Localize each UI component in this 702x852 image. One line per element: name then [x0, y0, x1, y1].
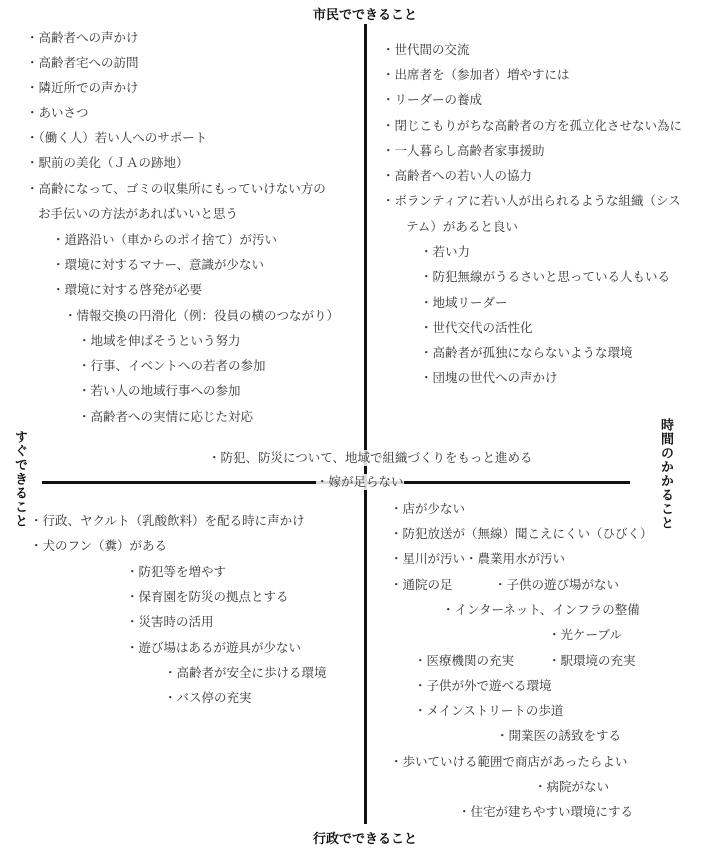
top-left-item: ・環境に対する啓発が必要	[52, 282, 203, 297]
top-right-item: テム）があると良い	[406, 219, 518, 234]
top-right-item: ・一人暮らし高齢者家事援助	[382, 143, 545, 158]
center-note: ・嫁が足らない	[316, 474, 404, 489]
top-right-item: ・リーダーの養成	[382, 92, 483, 107]
top-left-item: ・行事、イベントへの若者の参加	[78, 358, 266, 373]
top-left-item: お手伝いの方法があればいいと思う	[38, 206, 239, 221]
bottom-right-item: ・歩いていける範囲で商店があったらよい	[390, 754, 628, 769]
top-left-item: ・隣近所での声かけ	[26, 80, 139, 95]
top-right-item: ・閉じこもりがちな高齢者の方を孤立化させない為に	[382, 118, 683, 133]
top-right-item: ・防犯無線がうるさいと思っている人もいる	[420, 269, 671, 284]
top-left-item: ・駅前の美化（ＪＡの跡地）	[26, 155, 189, 170]
bottom-right-item: ・防犯放送が（無線）聞こえにくい（ひびく）	[390, 526, 653, 541]
bottom-right-item: ・開業医の誘致をする	[496, 728, 622, 743]
bottom-right-item: ・光ケーブル	[548, 627, 622, 642]
top-right-item: ・高齢者が孤独にならないような環境	[420, 345, 633, 360]
axis-label-left: すぐできること	[12, 430, 27, 528]
top-left-item: ・高齢者への声かけ	[26, 30, 139, 45]
top-left-item: ・道路沿い（車からのポイ捨て）が汚い	[52, 232, 278, 247]
top-right-item: ・団塊の世代への声かけ	[420, 370, 558, 385]
top-left-item: ・高齢になって、ゴミの収集所にもっていけない方の	[26, 181, 326, 196]
top-right-item: ・ボランティアに若い人が出られるような組織（シス	[382, 193, 681, 208]
bottom-right-item: ・インターネット、インフラの整備	[442, 602, 640, 617]
bottom-left-item: ・犬のフン（糞）がある	[30, 538, 168, 553]
bottom-left-item: ・防犯等を増やす	[126, 564, 227, 579]
bottom-right-item: ・医療機関の充実	[414, 653, 515, 668]
top-right-item: ・世代交代の活性化	[420, 320, 533, 335]
top-right-item: ・世代間の交流	[382, 42, 470, 57]
vertical-axis	[364, 24, 367, 824]
top-right-item: ・若い力	[420, 244, 471, 259]
top-right-item: ・出席者を（参加者）増やすには	[382, 67, 570, 82]
top-left-item: ・若い人の地域行事への参加	[78, 383, 241, 398]
axis-label-right: 時間のかかること	[658, 418, 673, 530]
bottom-right-item: ・子供の遊び場がない	[494, 577, 620, 592]
bottom-left-item: ・保育園を防災の拠点とする	[126, 589, 289, 604]
bottom-right-item: ・病院がない	[534, 779, 610, 794]
bottom-left-item: ・行政、ヤクルト（乳酸飲料）を配る時に声かけ	[30, 513, 305, 528]
axis-label-top: 市民でできること	[312, 8, 417, 23]
bottom-left-item: ・災害時の活用	[126, 614, 214, 629]
top-right-item: ・地域リーダー	[420, 295, 508, 310]
top-left-item: ・あいさつ	[26, 105, 89, 120]
bottom-right-item: ・通院の足	[390, 577, 453, 592]
bottom-left-item: ・バス停の充実	[164, 690, 252, 705]
top-left-item: ・地域を伸ばそうという努力	[78, 333, 241, 348]
bottom-right-item: ・メインストリートの歩道	[414, 703, 564, 718]
top-right-item: ・高齢者への若い人の協力	[382, 168, 533, 183]
top-left-item: ・情報交換の円滑化（例：役員の横のつながり）	[64, 308, 340, 323]
bottom-right-item: ・星川が汚い・農業用水が汚い	[390, 551, 566, 566]
top-left-item: ・高齢者宅への訪問	[26, 55, 139, 70]
top-left-item: ・（働く人）若い人へのサポート	[26, 130, 208, 145]
center-note: ・防犯、防災について、地域で組織づくりをもっと進める	[208, 450, 533, 465]
bottom-right-item: ・子供が外で遊べる環境	[414, 678, 552, 693]
bottom-right-item: ・駅環境の充実	[548, 653, 636, 668]
bottom-left-item: ・遊び場はあるが遊具が少ない	[126, 640, 302, 655]
bottom-left-item: ・高齢者が安全に歩ける環境	[164, 665, 327, 680]
top-left-item: ・環境に対するマナー、意識が少ない	[52, 257, 265, 272]
bottom-right-item: ・店が少ない	[390, 501, 466, 516]
bottom-right-item: ・住宅が建ちやすい環境にする	[458, 804, 634, 819]
axis-label-bottom: 行政でできること	[312, 832, 417, 847]
top-left-item: ・高齢者への実情に応じた対応	[78, 409, 254, 424]
